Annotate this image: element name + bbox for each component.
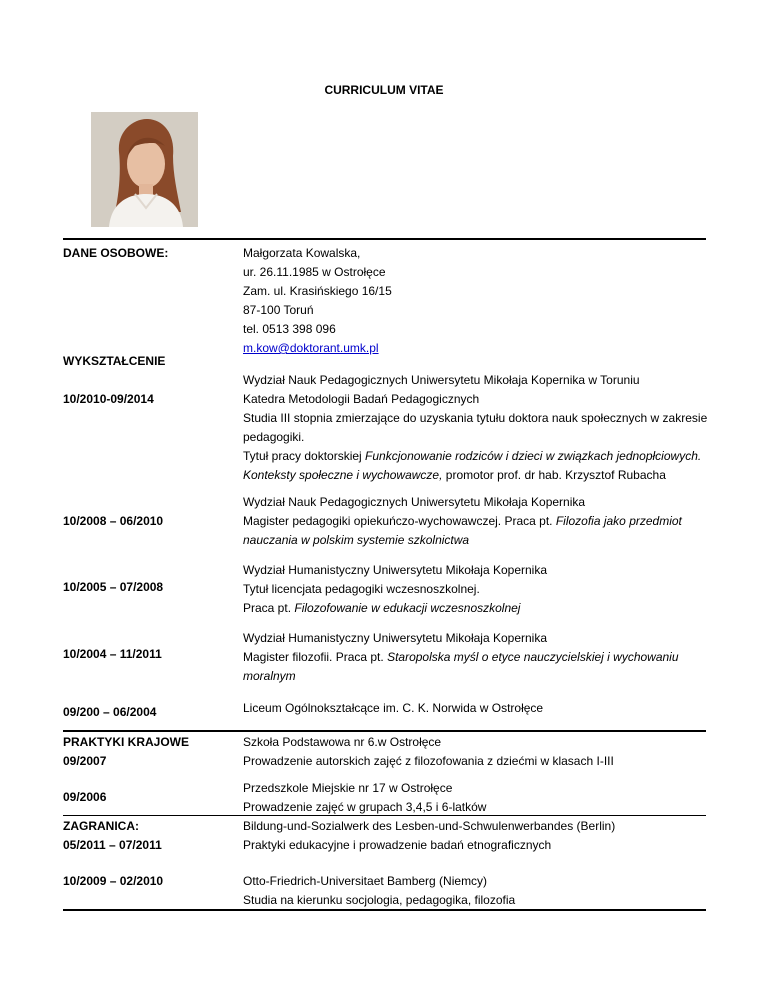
education-date: 10/2008 – 06/2010 bbox=[63, 514, 164, 528]
personal-born: ur. 26.11.1985 w Ostrołęce bbox=[243, 265, 386, 279]
thesis-title-cont: nauczania w polskim systemie szkolnictwa bbox=[243, 533, 470, 547]
internship-line: Przedszkole Miejskie nr 17 w Ostrołęce bbox=[243, 781, 453, 795]
education-line: Wydział Nauk Pedagogicznych Uniwersytetu Mikołaja Kopernika bbox=[243, 495, 586, 509]
abroad-line: Praktyki edukacyjne i prowadzenie badań etnograficznych bbox=[243, 838, 552, 852]
education-line bbox=[243, 648, 679, 667]
abroad-line: Otto-Friedrich-Universitaet Bamberg (Niemcy) bbox=[243, 874, 488, 888]
thesis-title: Funkcjonowanie rodziców i dzieci w związkach jednopłciowych. bbox=[365, 449, 702, 463]
education-label: WYKSZTAŁCENIE bbox=[63, 354, 166, 368]
education-line: Wydział Humanistyczny Uniwersytetu Mikołaja Kopernika bbox=[243, 563, 548, 577]
document-title: CURRICULUM VITAE bbox=[324, 83, 444, 97]
education-date: 09/200 – 06/2004 bbox=[63, 705, 157, 719]
section-divider bbox=[63, 730, 706, 732]
internships-label: PRAKTYKI KRAJOWE bbox=[63, 735, 190, 749]
thesis-title: Staropolska myśl o etyce nauczycielskiej i wychowaniu bbox=[387, 650, 679, 664]
portrait-photo bbox=[91, 112, 198, 227]
internship-line: Prowadzenie zajęć w grupach 3,4,5 i 6-latków bbox=[243, 800, 487, 814]
thesis-prefix: Tytuł pracy doktorskiej bbox=[243, 449, 366, 463]
section-divider bbox=[63, 815, 706, 816]
education-line bbox=[243, 466, 666, 485]
education-date: 10/2010-09/2014 bbox=[63, 392, 154, 406]
abroad-date: 10/2009 – 02/2010 bbox=[63, 874, 164, 888]
education-line: Wydział Nauk Pedagogicznych Uniwersytetu Mikołaja Kopernika w Toruniu bbox=[243, 373, 640, 387]
education-line bbox=[243, 667, 296, 686]
thesis-supervisor: promotor prof. dr hab. Krzysztof Rubacha bbox=[442, 468, 666, 482]
portrait-image bbox=[91, 112, 198, 227]
internship-line: Szkoła Podstawowa nr 6.w Ostrołęce bbox=[243, 735, 442, 749]
education-line: Wydział Humanistyczny Uniwersytetu Mikołaja Kopernika bbox=[243, 631, 548, 645]
internship-date: 09/2006 bbox=[63, 790, 107, 804]
abroad-date: 05/2011 – 07/2011 bbox=[63, 838, 162, 852]
section-divider bbox=[63, 238, 706, 240]
abroad-label: ZAGRANICA: bbox=[63, 819, 139, 833]
education-line bbox=[243, 447, 701, 466]
education-date: 10/2004 – 11/2011 bbox=[63, 647, 162, 661]
thesis-title: Filozofowanie w edukacji wczesnoszkolnej bbox=[294, 601, 521, 615]
education-line: Tytuł licencjata pedagogiki wczesnoszkolnej. bbox=[243, 582, 480, 596]
education-line: Studia III stopnia zmierzające do uzyskania tytułu doktora nauk społecznych w zakresie bbox=[243, 411, 708, 425]
thesis-prefix: Praca pt. bbox=[243, 601, 295, 615]
education-line: Liceum Ogólnokształcące im. C. K. Norwida w Ostrołęce bbox=[243, 701, 544, 715]
email-link[interactable]: m.kow@doktorant.umk.pl bbox=[243, 341, 379, 355]
personal-phone: tel. 0513 398 096 bbox=[243, 322, 336, 336]
personal-city: 87-100 Toruń bbox=[243, 303, 314, 317]
education-line bbox=[243, 512, 682, 531]
abroad-line: Bildung-und-Sozialwerk des Lesben-und-Schwulenwerbandes (Berlin) bbox=[243, 819, 616, 833]
education-line: Katedra Metodologii Badań Pedagogicznych bbox=[243, 392, 480, 406]
thesis-title-cont: moralnym bbox=[243, 669, 296, 683]
education-line: pedagogiki. bbox=[243, 430, 305, 444]
thesis-title: Filozofia jako przedmiot bbox=[555, 514, 682, 528]
education-line bbox=[243, 599, 520, 618]
degree-text: Magister pedagogiki opiekuńczo-wychowawczej. Praca pt. bbox=[243, 514, 556, 528]
abroad-line: Studia na kierunku socjologia, pedagogika, filozofia bbox=[243, 893, 516, 907]
degree-text: Magister filozofii. Praca pt. bbox=[243, 650, 388, 664]
education-line bbox=[243, 531, 469, 550]
education-date: 10/2005 – 07/2008 bbox=[63, 580, 164, 594]
section-divider bbox=[63, 909, 706, 911]
personal-address: Zam. ul. Krasińskiego 16/15 bbox=[243, 284, 392, 298]
personal-label: DANE OSOBOWE: bbox=[63, 246, 169, 260]
thesis-title-cont: Konteksty społeczne i wychowawcze, bbox=[243, 468, 443, 482]
personal-name: Małgorzata Kowalska, bbox=[243, 246, 361, 260]
internship-line: Prowadzenie autorskich zajęć z filozofowania z dziećmi w klasach I-III bbox=[243, 754, 614, 768]
internship-date: 09/2007 bbox=[63, 754, 107, 768]
